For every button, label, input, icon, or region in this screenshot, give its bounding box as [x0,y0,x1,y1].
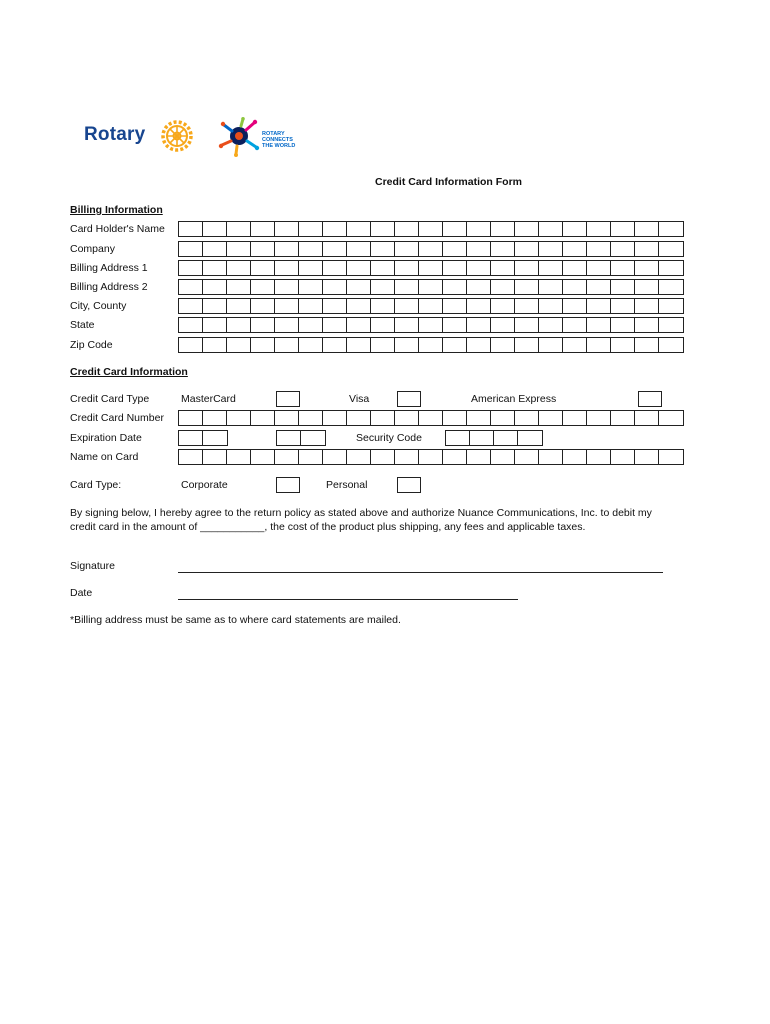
connects-line2: CONNECTS [262,137,293,143]
form-title: Credit Card Information Form [375,176,523,188]
amex-checkbox[interactable] [638,391,662,407]
company-field[interactable] [178,241,684,257]
city-county-field[interactable] [178,298,684,314]
date-line[interactable] [178,599,518,600]
card-type-label: Credit Card Type [70,393,150,405]
rotary-connects-icon [216,117,262,157]
signature-line[interactable] [178,572,663,573]
zip-code-field[interactable] [178,337,684,353]
rotary-wordmark: Rotary [84,124,146,145]
personal-checkbox[interactable] [397,477,421,493]
corporate-checkbox[interactable] [276,477,300,493]
card-holder-name-field[interactable] [178,221,684,237]
connects-line1: ROTARY [262,131,285,137]
expiration-date-label: Expiration Date [70,432,142,444]
name-on-card-label: Name on Card [70,451,139,463]
visa-checkbox[interactable] [397,391,421,407]
security-code-label: Security Code [356,432,422,444]
connects-line3: THE WORLD [262,143,296,149]
company-label: Company [70,243,115,255]
billing-address-1-label: Billing Address 1 [70,262,148,274]
city-county-label: City, County [70,300,127,312]
card-number-field[interactable] [178,410,684,426]
security-code-field[interactable] [445,430,543,446]
footnote: *Billing address must be same as to where card statements are mailed. [70,614,401,626]
state-label: State [70,319,95,331]
agreement-line-2: credit card in the amount of ___________, the cost of the product plus shipping, any fees and applicable taxes. [70,521,586,533]
card-holder-name-label: Card Holder's Name [70,223,165,235]
agreement-text [70,506,700,534]
billing-address-2-field[interactable] [178,279,684,295]
visa-label: Visa [349,393,370,405]
signature-label: Signature [70,560,115,572]
card-category-label: Card Type: [70,479,122,491]
billing-address-2-label: Billing Address 2 [70,281,148,293]
mastercard-checkbox[interactable] [276,391,300,407]
zip-code-label: Zip Code [70,339,113,351]
personal-label: Personal [326,479,368,491]
date-label: Date [70,587,93,599]
billing-address-1-field[interactable] [178,260,684,276]
expiration-year-field[interactable] [276,430,326,446]
name-on-card-field[interactable] [178,449,684,465]
credit-card-heading: Credit Card Information [70,366,188,378]
amex-label: American Express [471,393,557,405]
agreement-line-1: By signing below, I hereby agree to the return policy as stated above and authorize Nuance Communications, Inc. to debit my [70,507,652,519]
rotary-wheel-icon [156,118,198,154]
card-number-label: Credit Card Number [70,412,164,424]
billing-heading: Billing Information [70,204,163,216]
expiration-month-field[interactable] [178,430,228,446]
state-field[interactable] [178,317,684,333]
corporate-label: Corporate [181,479,228,491]
mastercard-label: MasterCard [181,393,236,405]
